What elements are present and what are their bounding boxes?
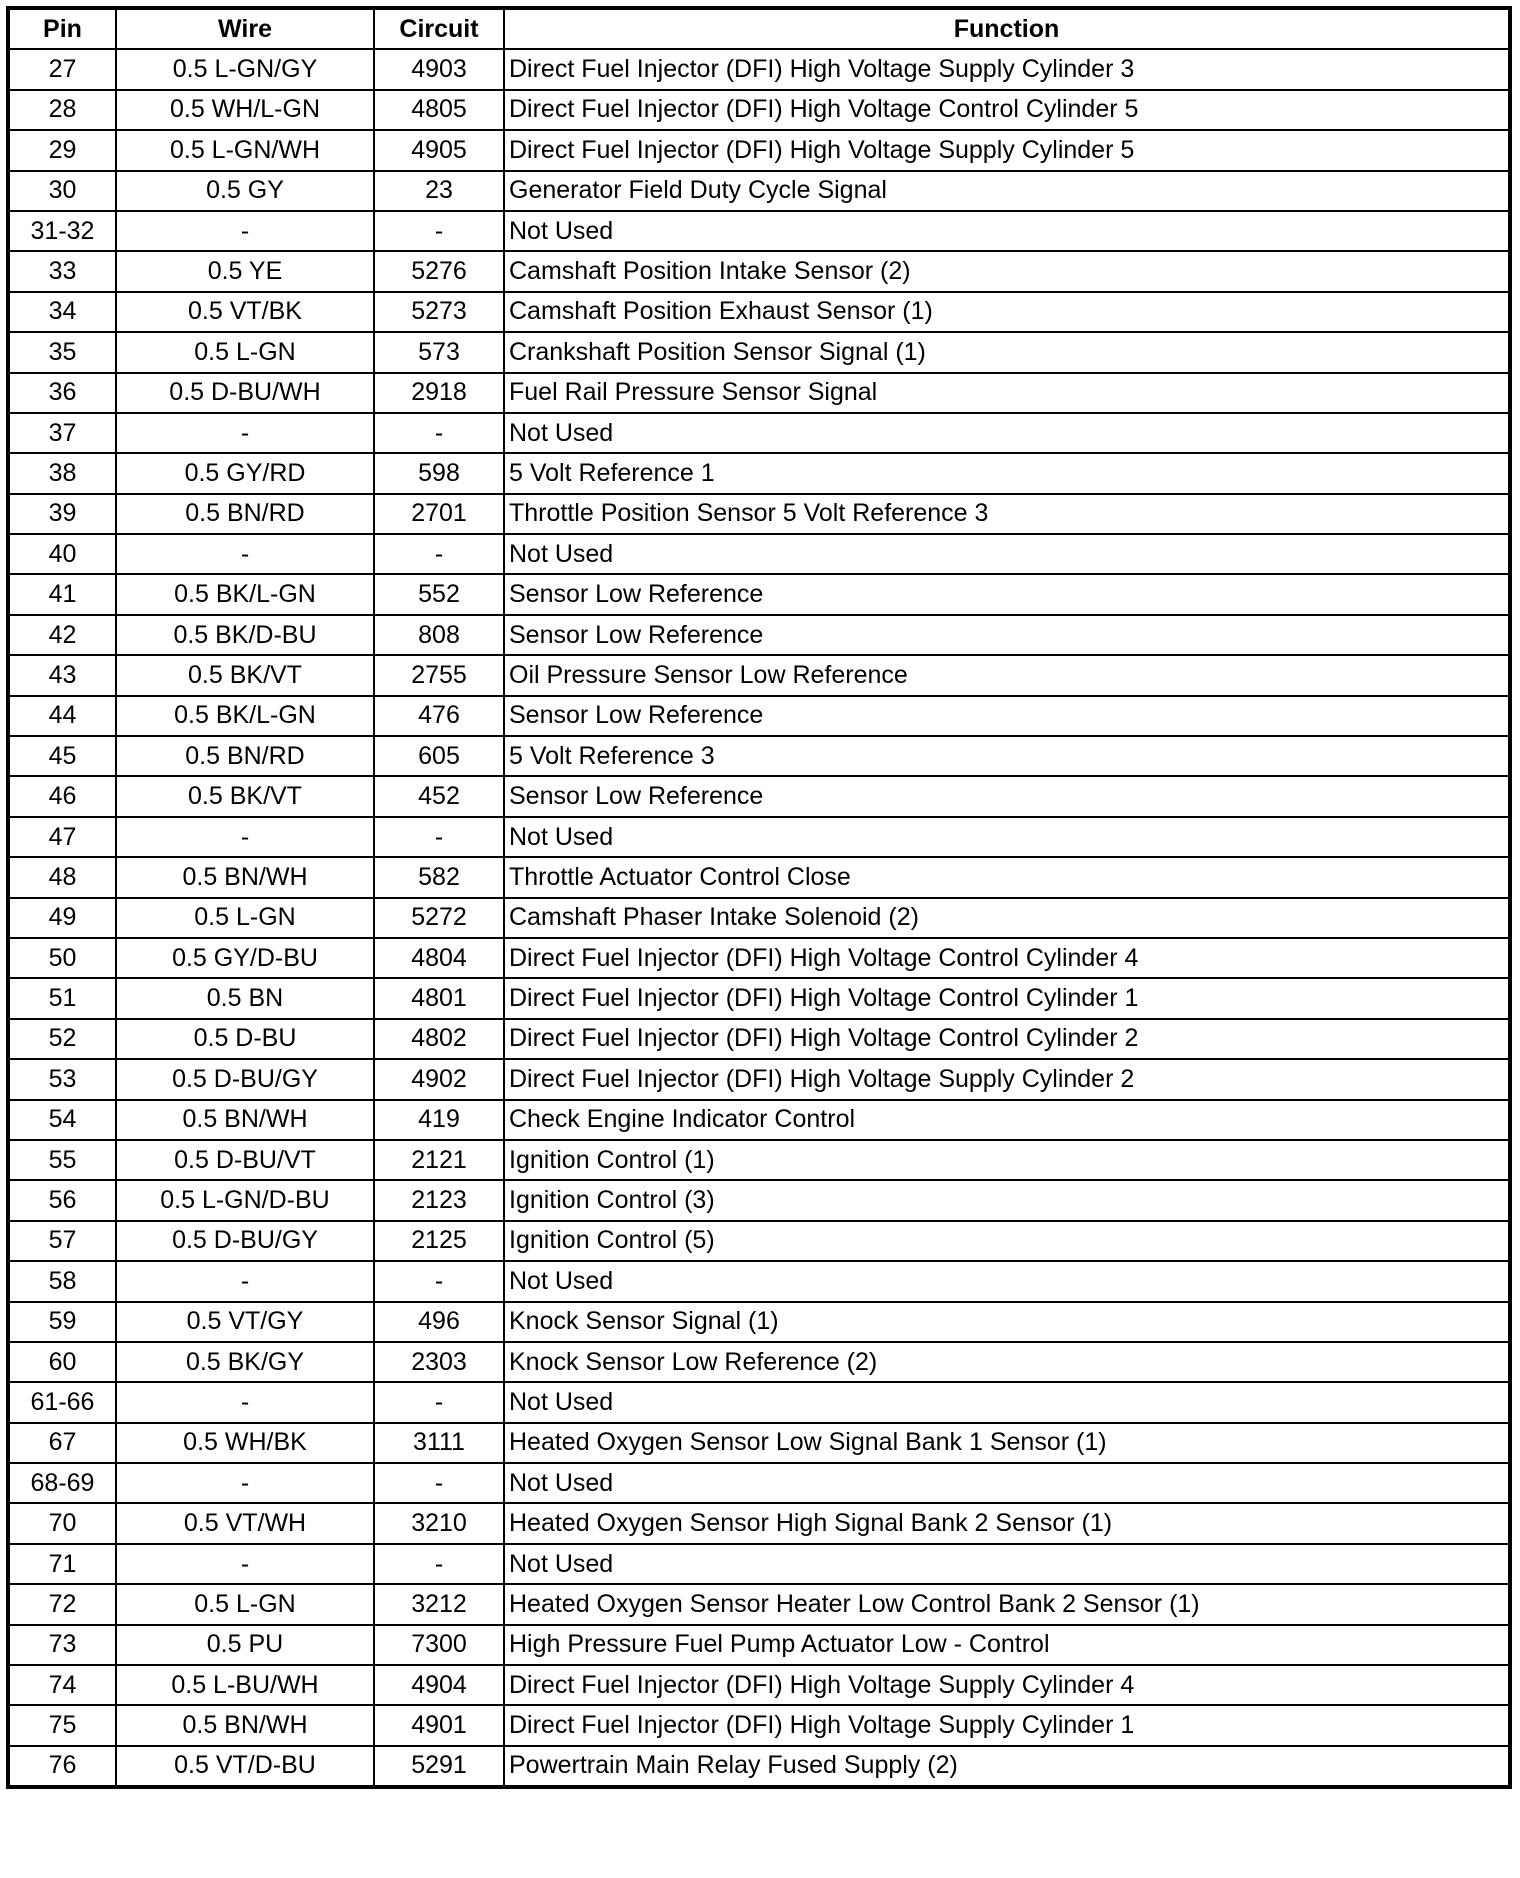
cell-function: Oil Pressure Sensor Low Reference xyxy=(504,655,1510,695)
cell-wire: - xyxy=(116,1463,374,1503)
cell-function: Throttle Position Sensor 5 Volt Reference 3 xyxy=(504,494,1510,534)
cell-circuit: 4905 xyxy=(374,130,504,170)
cell-wire: 0.5 L-GN xyxy=(116,1584,374,1624)
cell-pin: 41 xyxy=(8,574,116,614)
table-row xyxy=(8,1140,1510,1180)
cell-wire: 0.5 BN/RD xyxy=(116,494,374,534)
cell-wire: - xyxy=(116,534,374,574)
cell-wire: 0.5 BK/L-GN xyxy=(116,696,374,736)
table-header xyxy=(8,8,1510,49)
cell-pin: 76 xyxy=(8,1746,116,1787)
cell-wire: 0.5 BN xyxy=(116,978,374,1018)
cell-circuit: - xyxy=(374,534,504,574)
cell-circuit: 4901 xyxy=(374,1705,504,1745)
cell-function: Fuel Rail Pressure Sensor Signal xyxy=(504,373,1510,413)
cell-pin: 57 xyxy=(8,1221,116,1261)
cell-function: Camshaft Phaser Intake Solenoid (2) xyxy=(504,898,1510,938)
cell-wire: 0.5 GY/RD xyxy=(116,453,374,493)
cell-pin: 52 xyxy=(8,1019,116,1059)
cell-pin: 61-66 xyxy=(8,1382,116,1422)
cell-wire: 0.5 D-BU/GY xyxy=(116,1221,374,1261)
table-row xyxy=(8,494,1510,534)
cell-wire: - xyxy=(116,413,374,453)
table-row xyxy=(8,574,1510,614)
cell-wire: 0.5 D-BU/VT xyxy=(116,1140,374,1180)
table-row xyxy=(8,817,1510,857)
cell-circuit: 4801 xyxy=(374,978,504,1018)
cell-circuit: 496 xyxy=(374,1302,504,1342)
cell-function: Heated Oxygen Sensor Low Signal Bank 1 Sensor (1) xyxy=(504,1423,1510,1463)
cell-pin: 75 xyxy=(8,1705,116,1745)
cell-circuit: 2918 xyxy=(374,373,504,413)
table-body xyxy=(8,49,1510,1787)
cell-function: Powertrain Main Relay Fused Supply (2) xyxy=(504,1746,1510,1787)
cell-circuit: 4805 xyxy=(374,90,504,130)
cell-function: Ignition Control (1) xyxy=(504,1140,1510,1180)
cell-function: Heated Oxygen Sensor Heater Low Control Bank 2 Sensor (1) xyxy=(504,1584,1510,1624)
cell-pin: 43 xyxy=(8,655,116,695)
cell-pin: 34 xyxy=(8,292,116,332)
table-row xyxy=(8,655,1510,695)
cell-circuit: 419 xyxy=(374,1100,504,1140)
cell-wire: 0.5 BK/L-GN xyxy=(116,574,374,614)
table-row xyxy=(8,1503,1510,1543)
cell-circuit: 3212 xyxy=(374,1584,504,1624)
table-row xyxy=(8,1423,1510,1463)
cell-function: Not Used xyxy=(504,1544,1510,1584)
cell-circuit: 476 xyxy=(374,696,504,736)
cell-wire: - xyxy=(116,211,374,251)
cell-function: High Pressure Fuel Pump Actuator Low - Control xyxy=(504,1625,1510,1665)
cell-circuit: 2121 xyxy=(374,1140,504,1180)
cell-pin: 67 xyxy=(8,1423,116,1463)
cell-pin: 73 xyxy=(8,1625,116,1665)
table-row xyxy=(8,1302,1510,1342)
cell-function: Crankshaft Position Sensor Signal (1) xyxy=(504,332,1510,372)
cell-wire: 0.5 BK/D-BU xyxy=(116,615,374,655)
cell-function: Sensor Low Reference xyxy=(504,696,1510,736)
cell-circuit: 4904 xyxy=(374,1665,504,1705)
cell-pin: 45 xyxy=(8,736,116,776)
cell-pin: 36 xyxy=(8,373,116,413)
cell-circuit: 5291 xyxy=(374,1746,504,1787)
cell-circuit: 2755 xyxy=(374,655,504,695)
cell-pin: 68-69 xyxy=(8,1463,116,1503)
cell-circuit: 808 xyxy=(374,615,504,655)
cell-function: Not Used xyxy=(504,817,1510,857)
cell-wire: 0.5 BK/VT xyxy=(116,655,374,695)
cell-function: Sensor Low Reference xyxy=(504,615,1510,655)
cell-function: Direct Fuel Injector (DFI) High Voltage Control Cylinder 5 xyxy=(504,90,1510,130)
cell-pin: 38 xyxy=(8,453,116,493)
table-row xyxy=(8,534,1510,574)
table-row xyxy=(8,1463,1510,1503)
cell-pin: 31-32 xyxy=(8,211,116,251)
cell-circuit: 4902 xyxy=(374,1059,504,1099)
cell-function: Check Engine Indicator Control xyxy=(504,1100,1510,1140)
cell-function: Ignition Control (3) xyxy=(504,1180,1510,1220)
cell-function: Direct Fuel Injector (DFI) High Voltage Supply Cylinder 2 xyxy=(504,1059,1510,1099)
cell-function: Not Used xyxy=(504,534,1510,574)
cell-pin: 48 xyxy=(8,857,116,897)
cell-function: Sensor Low Reference xyxy=(504,776,1510,816)
table-row xyxy=(8,1625,1510,1665)
table-row xyxy=(8,1705,1510,1745)
cell-wire: 0.5 BK/VT xyxy=(116,776,374,816)
cell-wire: 0.5 D-BU/WH xyxy=(116,373,374,413)
header-function: Function xyxy=(504,8,1510,49)
cell-circuit: 4802 xyxy=(374,1019,504,1059)
table-row xyxy=(8,90,1510,130)
cell-wire: - xyxy=(116,1382,374,1422)
table-row xyxy=(8,1180,1510,1220)
cell-pin: 74 xyxy=(8,1665,116,1705)
cell-pin: 29 xyxy=(8,130,116,170)
cell-circuit: 3210 xyxy=(374,1503,504,1543)
cell-wire: 0.5 D-BU xyxy=(116,1019,374,1059)
cell-pin: 55 xyxy=(8,1140,116,1180)
cell-circuit: - xyxy=(374,1382,504,1422)
cell-pin: 47 xyxy=(8,817,116,857)
table-row xyxy=(8,978,1510,1018)
cell-circuit: - xyxy=(374,1261,504,1301)
table-row xyxy=(8,1584,1510,1624)
table-row xyxy=(8,857,1510,897)
cell-function: Camshaft Position Intake Sensor (2) xyxy=(504,251,1510,291)
table-row xyxy=(8,696,1510,736)
cell-pin: 35 xyxy=(8,332,116,372)
table-row xyxy=(8,615,1510,655)
table-row xyxy=(8,1665,1510,1705)
cell-function: Direct Fuel Injector (DFI) High Voltage Supply Cylinder 3 xyxy=(504,49,1510,89)
cell-pin: 28 xyxy=(8,90,116,130)
table-row xyxy=(8,130,1510,170)
cell-wire: - xyxy=(116,817,374,857)
cell-function: Knock Sensor Low Reference (2) xyxy=(504,1342,1510,1382)
cell-function: Not Used xyxy=(504,1382,1510,1422)
cell-pin: 50 xyxy=(8,938,116,978)
table-row xyxy=(8,171,1510,211)
cell-circuit: 2701 xyxy=(374,494,504,534)
cell-function: Direct Fuel Injector (DFI) High Voltage Control Cylinder 4 xyxy=(504,938,1510,978)
cell-function: 5 Volt Reference 1 xyxy=(504,453,1510,493)
cell-pin: 58 xyxy=(8,1261,116,1301)
table-row xyxy=(8,1019,1510,1059)
cell-circuit: - xyxy=(374,1463,504,1503)
cell-circuit: 2125 xyxy=(374,1221,504,1261)
cell-pin: 71 xyxy=(8,1544,116,1584)
table-row xyxy=(8,373,1510,413)
cell-wire: 0.5 L-GN/D-BU xyxy=(116,1180,374,1220)
cell-function: Direct Fuel Injector (DFI) High Voltage Supply Cylinder 1 xyxy=(504,1705,1510,1745)
cell-circuit: - xyxy=(374,1544,504,1584)
cell-function: Knock Sensor Signal (1) xyxy=(504,1302,1510,1342)
cell-circuit: 23 xyxy=(374,171,504,211)
cell-pin: 40 xyxy=(8,534,116,574)
cell-wire: 0.5 VT/BK xyxy=(116,292,374,332)
cell-function: Camshaft Position Exhaust Sensor (1) xyxy=(504,292,1510,332)
cell-circuit: 2303 xyxy=(374,1342,504,1382)
cell-circuit: - xyxy=(374,817,504,857)
cell-wire: 0.5 BN/RD xyxy=(116,736,374,776)
header-row xyxy=(8,8,1510,49)
cell-wire: 0.5 BN/WH xyxy=(116,1100,374,1140)
cell-function: Ignition Control (5) xyxy=(504,1221,1510,1261)
cell-wire: 0.5 BK/GY xyxy=(116,1342,374,1382)
header-pin: Pin xyxy=(8,8,116,49)
cell-wire: - xyxy=(116,1544,374,1584)
cell-circuit: 582 xyxy=(374,857,504,897)
cell-wire: 0.5 PU xyxy=(116,1625,374,1665)
cell-function: Not Used xyxy=(504,1463,1510,1503)
cell-wire: - xyxy=(116,1261,374,1301)
table-row xyxy=(8,251,1510,291)
cell-pin: 53 xyxy=(8,1059,116,1099)
cell-pin: 60 xyxy=(8,1342,116,1382)
table-row xyxy=(8,1544,1510,1584)
cell-wire: 0.5 GY/D-BU xyxy=(116,938,374,978)
cell-pin: 51 xyxy=(8,978,116,1018)
cell-wire: 0.5 BN/WH xyxy=(116,857,374,897)
cell-function: Direct Fuel Injector (DFI) High Voltage Supply Cylinder 4 xyxy=(504,1665,1510,1705)
cell-wire: 0.5 L-BU/WH xyxy=(116,1665,374,1705)
cell-wire: 0.5 D-BU/GY xyxy=(116,1059,374,1099)
cell-pin: 72 xyxy=(8,1584,116,1624)
table-row xyxy=(8,292,1510,332)
cell-pin: 56 xyxy=(8,1180,116,1220)
cell-wire: 0.5 L-GN xyxy=(116,898,374,938)
cell-function: Not Used xyxy=(504,211,1510,251)
cell-pin: 33 xyxy=(8,251,116,291)
cell-wire: 0.5 BN/WH xyxy=(116,1705,374,1745)
cell-circuit: 5276 xyxy=(374,251,504,291)
cell-circuit: 5272 xyxy=(374,898,504,938)
cell-function: Heated Oxygen Sensor High Signal Bank 2 Sensor (1) xyxy=(504,1503,1510,1543)
cell-function: Sensor Low Reference xyxy=(504,574,1510,614)
cell-pin: 42 xyxy=(8,615,116,655)
cell-circuit: 4903 xyxy=(374,49,504,89)
cell-function: Direct Fuel Injector (DFI) High Voltage Supply Cylinder 5 xyxy=(504,130,1510,170)
table-row xyxy=(8,776,1510,816)
table-row xyxy=(8,1059,1510,1099)
cell-circuit: 7300 xyxy=(374,1625,504,1665)
cell-pin: 39 xyxy=(8,494,116,534)
cell-wire: 0.5 YE xyxy=(116,251,374,291)
cell-wire: 0.5 L-GN/WH xyxy=(116,130,374,170)
cell-wire: 0.5 VT/WH xyxy=(116,1503,374,1543)
table-row xyxy=(8,413,1510,453)
table-row xyxy=(8,453,1510,493)
cell-function: Direct Fuel Injector (DFI) High Voltage Control Cylinder 1 xyxy=(504,978,1510,1018)
cell-pin: 59 xyxy=(8,1302,116,1342)
cell-wire: 0.5 WH/BK xyxy=(116,1423,374,1463)
cell-pin: 70 xyxy=(8,1503,116,1543)
cell-circuit: 605 xyxy=(374,736,504,776)
cell-circuit: 3111 xyxy=(374,1423,504,1463)
table-row xyxy=(8,332,1510,372)
cell-function: Not Used xyxy=(504,413,1510,453)
table-row xyxy=(8,1382,1510,1422)
header-wire: Wire xyxy=(116,8,374,49)
table-row xyxy=(8,1100,1510,1140)
table-row xyxy=(8,1261,1510,1301)
cell-pin: 30 xyxy=(8,171,116,211)
cell-wire: 0.5 VT/GY xyxy=(116,1302,374,1342)
cell-pin: 49 xyxy=(8,898,116,938)
table-row xyxy=(8,49,1510,89)
cell-wire: 0.5 L-GN/GY xyxy=(116,49,374,89)
cell-wire: 0.5 L-GN xyxy=(116,332,374,372)
cell-circuit: 5273 xyxy=(374,292,504,332)
cell-function: Direct Fuel Injector (DFI) High Voltage Control Cylinder 2 xyxy=(504,1019,1510,1059)
cell-wire: 0.5 WH/L-GN xyxy=(116,90,374,130)
table-row xyxy=(8,1342,1510,1382)
cell-circuit: 552 xyxy=(374,574,504,614)
table-row xyxy=(8,938,1510,978)
cell-function: 5 Volt Reference 3 xyxy=(504,736,1510,776)
cell-wire: 0.5 VT/D-BU xyxy=(116,1746,374,1787)
cell-circuit: 573 xyxy=(374,332,504,372)
table-row xyxy=(8,736,1510,776)
cell-function: Throttle Actuator Control Close xyxy=(504,857,1510,897)
table-row xyxy=(8,1746,1510,1787)
table-row xyxy=(8,1221,1510,1261)
cell-pin: 44 xyxy=(8,696,116,736)
cell-circuit: 2123 xyxy=(374,1180,504,1220)
cell-pin: 37 xyxy=(8,413,116,453)
cell-circuit: 452 xyxy=(374,776,504,816)
cell-circuit: - xyxy=(374,211,504,251)
cell-pin: 54 xyxy=(8,1100,116,1140)
table-row xyxy=(8,211,1510,251)
table-row xyxy=(8,898,1510,938)
header-circuit: Circuit xyxy=(374,8,504,49)
cell-circuit: - xyxy=(374,413,504,453)
cell-function: Not Used xyxy=(504,1261,1510,1301)
pin-function-table xyxy=(6,6,1512,1789)
cell-wire: 0.5 GY xyxy=(116,171,374,211)
cell-pin: 27 xyxy=(8,49,116,89)
cell-function: Generator Field Duty Cycle Signal xyxy=(504,171,1510,211)
cell-pin: 46 xyxy=(8,776,116,816)
cell-circuit: 4804 xyxy=(374,938,504,978)
cell-circuit: 598 xyxy=(374,453,504,493)
